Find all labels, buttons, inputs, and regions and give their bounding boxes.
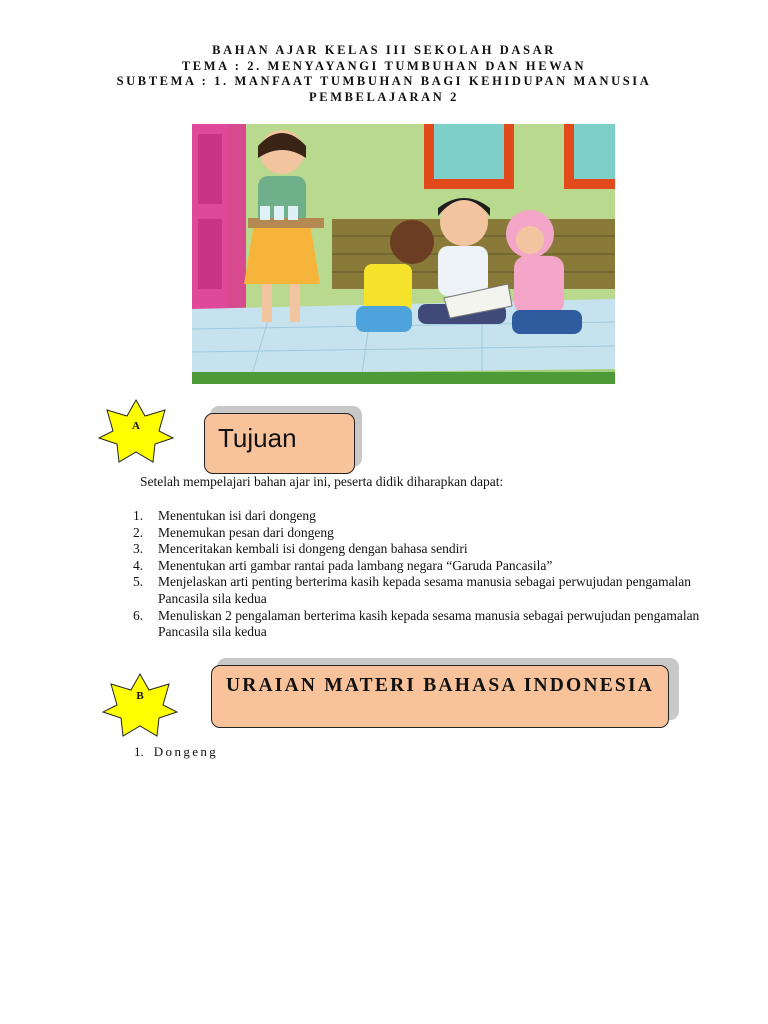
material-item-label: Dongeng bbox=[153, 744, 219, 759]
header-line-2: TEMA : 2. MENYAYANGI TUMBUHAN DAN HEWAN bbox=[181, 59, 587, 73]
objectives-intro: Setelah mempelajari bahan ajar ini, peserta didik diharapkan dapat: bbox=[140, 474, 504, 489]
list-item: 6. Menuliskan 2 pengalaman berterima kasih kepada sesama manusia sebagai perwujudan pengamalan Pancasila sila kedua bbox=[133, 607, 700, 640]
children-illustration bbox=[192, 124, 615, 384]
badge-letter-b: B bbox=[136, 690, 144, 702]
list-item: 1. Menentukan isi dari dongeng bbox=[133, 508, 316, 523]
header-line-4: PEMBELAJARAN 2 bbox=[309, 90, 459, 104]
list-item: 3. Menceritakan kembali isi dongeng dengan bahasa sendiri bbox=[133, 541, 468, 557]
list-item: 2. Menemukan pesan dari dongeng bbox=[133, 524, 334, 540]
list-item: 5. Menjelaskan arti penting berterima kasih kepada sesama manusia sebagai perwujudan pengamalan Pancasila sila kedua bbox=[133, 574, 692, 606]
star-badge-b bbox=[101, 672, 179, 738]
section-a-title: Tujuan bbox=[218, 423, 297, 453]
list-item: 4. Menentukan arti gambar rantai pada lambang negara “Garuda Pancasila” bbox=[133, 557, 553, 573]
section-b-title: URAIAN MATERI BAHASA INDONESIA bbox=[225, 675, 655, 696]
objectives-list bbox=[133, 508, 723, 641]
material-item bbox=[134, 744, 218, 760]
material-item-number: 1. bbox=[134, 744, 144, 759]
badge-letter-a: A bbox=[132, 420, 140, 432]
header-line-1: BAHAN AJAR KELAS III SEKOLAH DASAR bbox=[212, 43, 556, 57]
header-line-3: SUBTEMA : 1. MANFAAT TUMBUHAN BAGI KEHIDUPAN MANUSIA bbox=[116, 74, 652, 88]
